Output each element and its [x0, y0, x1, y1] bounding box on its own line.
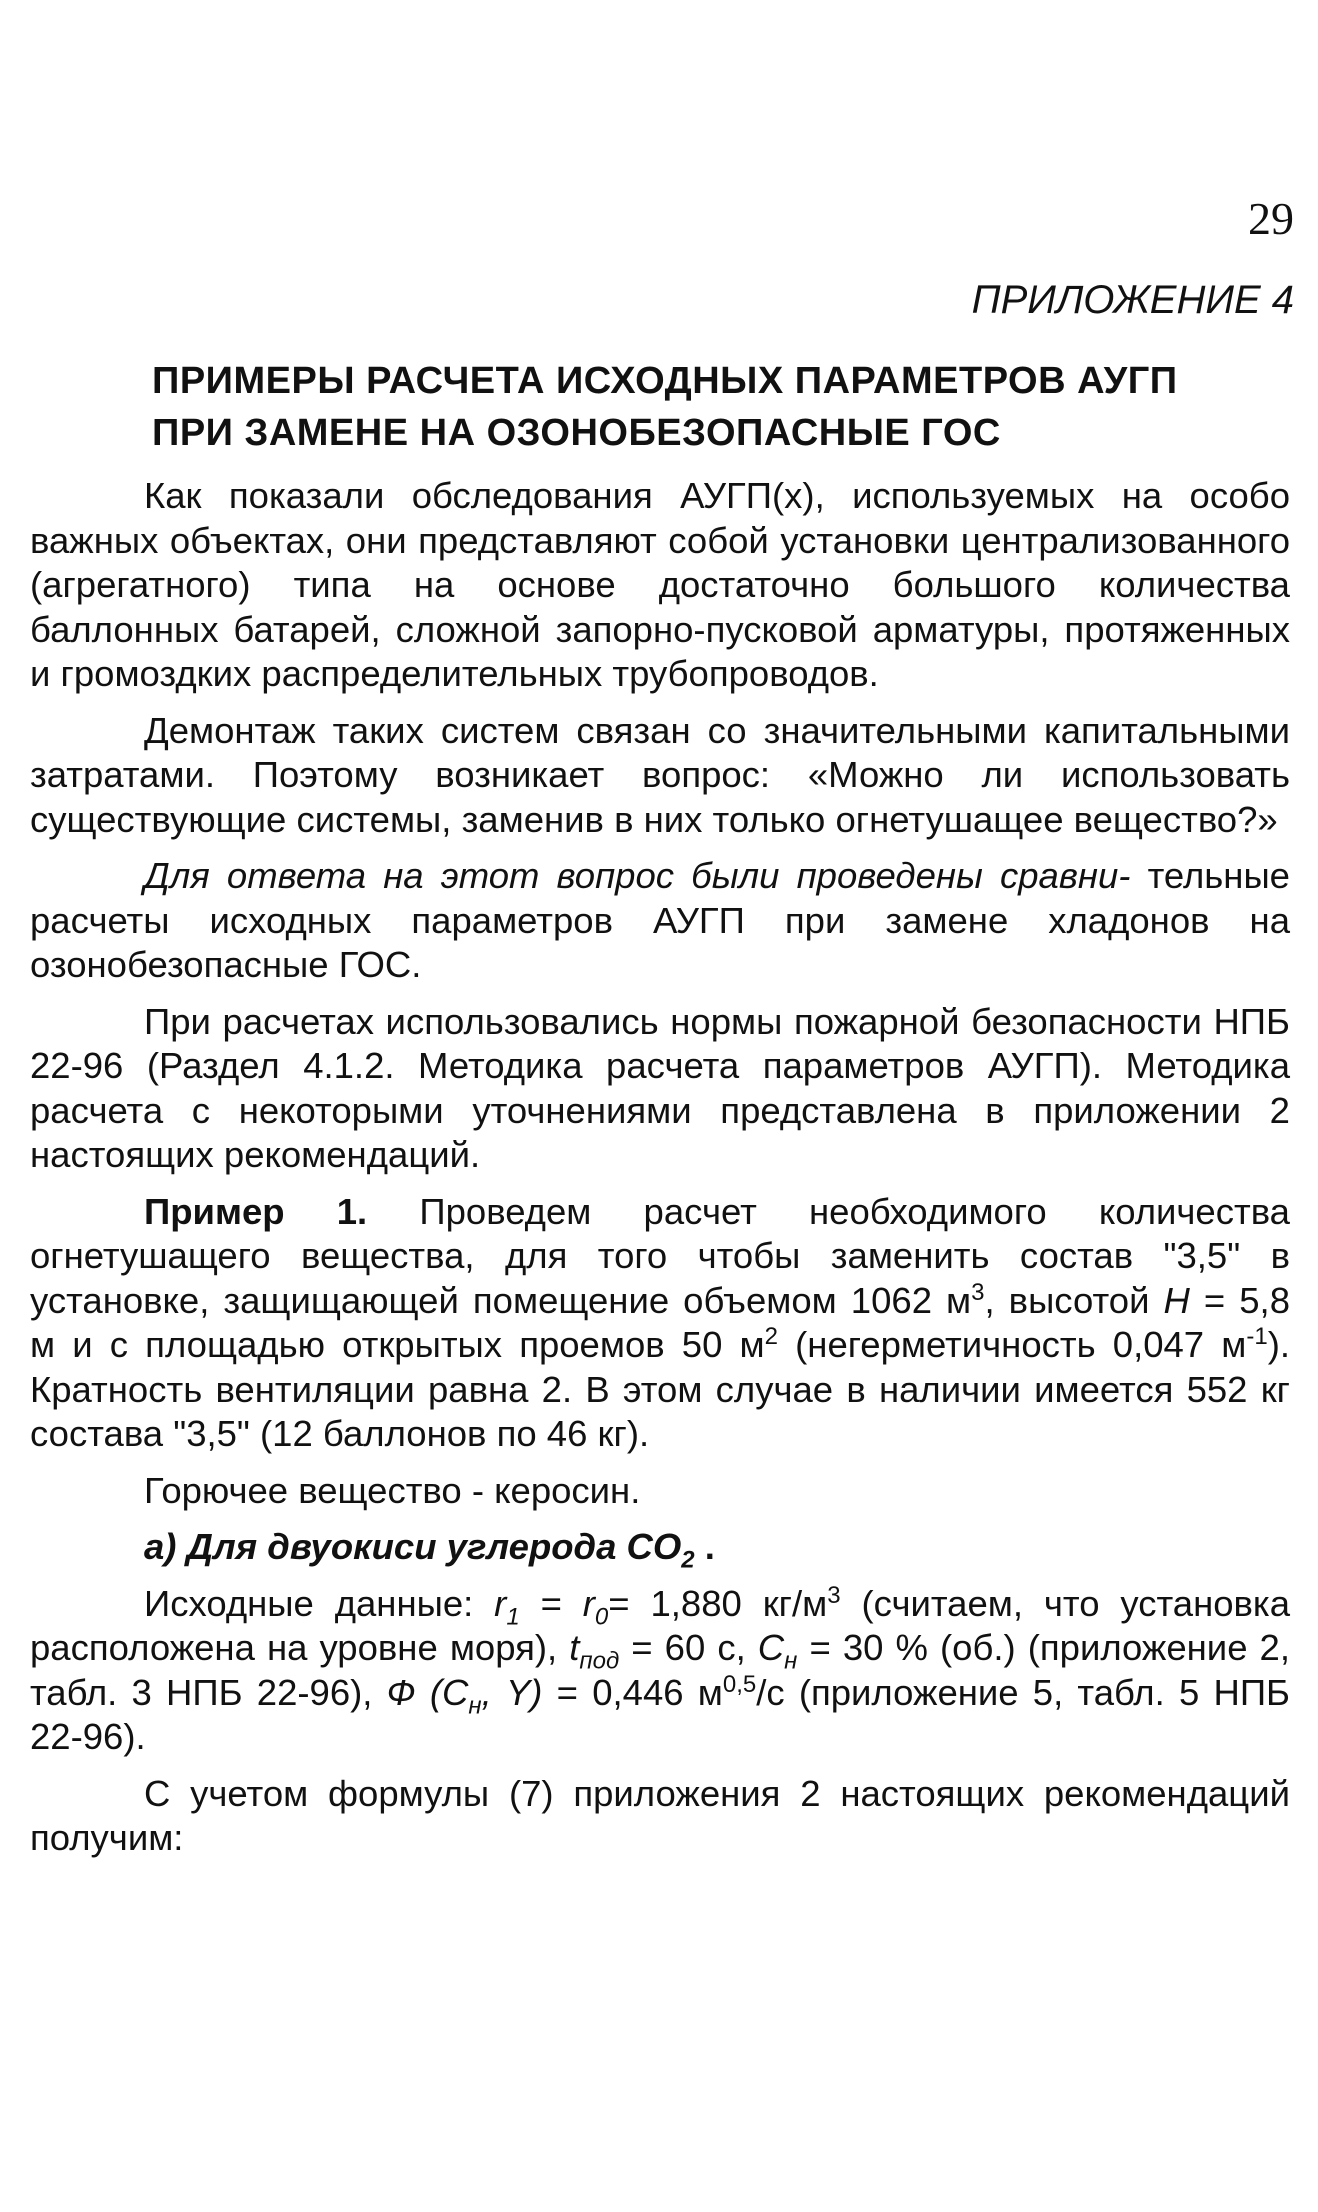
page-number: 29 — [1248, 193, 1294, 244]
title-line-2: ПРИ ЗАМЕНЕ НА ОЗОНОБЕЗОПАСНЫЕ ГОС — [152, 412, 1001, 454]
example-1-label: Пример 1. — [144, 1190, 368, 1232]
paragraph-1: Как показали обследования АУГП(х), используемых на особо важных объектах, они представляют собой установки централизованного (агрегатного) типа на основе достаточно большого количества баллонных батарей, сложной запорно-пусковой арматуры, протяженных и громоздких распределительных трубопроводов. — [30, 475, 1290, 694]
co2-heading — [30, 1525, 1290, 1574]
phi-superscript: 0,5 — [722, 1670, 757, 1698]
paragraph-3-rest: тельные расчеты исходных параметров АУГП при замене хладонов на озонобезопасные ГОС. — [30, 855, 1290, 985]
superscript-minus-1: -1 — [1246, 1322, 1268, 1350]
example-text-e: ). Кратность вентиляции равна 2. В этом случае в наличии имеется 552 кг состава "3,5" (12 баллонов по 46 кг). — [30, 1324, 1290, 1454]
phi-value: = 0,446 м — [542, 1671, 723, 1713]
phi-args: , Y) — [481, 1671, 543, 1713]
example-text-b: , высотой — [984, 1279, 1164, 1321]
fuel-paragraph: Горючее вещество - керосин. — [144, 1469, 641, 1511]
paragraph-4: При расчетах использовались нормы пожарной безопасности НПБ 22-96 (Раздел 4.1.2. Методика расчета параметров АУГП). Методика расчета с некоторыми уточнениями представлена в приложении 2 настоящих рекомендаций. — [30, 1000, 1290, 1175]
r1-symbol: r — [494, 1582, 507, 1624]
input-data-paragraph — [30, 1582, 1290, 1760]
co2-subscript: 2 — [681, 1546, 695, 1574]
c-symbol: С — [757, 1627, 785, 1668]
density-superscript: 3 — [827, 1581, 841, 1609]
r0-subscript: 0 — [594, 1602, 609, 1630]
superscript-2: 2 — [764, 1322, 778, 1350]
paragraph-2: Демонтаж таких систем связан со значительными капитальными затратами. Поэтому возникает вопрос: «Можно ли использовать существующие системы, заменив в них только огнетушащее вещество?» — [30, 709, 1290, 840]
co2-heading-end: . — [694, 1526, 715, 1567]
body-text — [30, 474, 1290, 1873]
paragraph-3-italic: Для ответа на этот вопрос были проведены сравни- — [144, 855, 1131, 896]
density-value: = 1,880 кг/м — [608, 1582, 828, 1624]
t-subscript: под — [579, 1647, 620, 1675]
final-paragraph: С учетом формулы (7) приложения 2 настоящих рекомендаций получим: — [30, 1772, 1290, 1858]
t-symbol: t — [569, 1627, 580, 1668]
height-symbol: Н — [1163, 1279, 1190, 1321]
phi-symbol: Ф (С — [386, 1671, 469, 1713]
page-title — [152, 355, 1282, 459]
superscript-3: 3 — [971, 1278, 985, 1306]
co2-heading-text: а) Для двуокиси углерода СО — [144, 1526, 682, 1567]
phi-subscript: н — [468, 1691, 482, 1719]
time-value: = 60 с, — [619, 1627, 758, 1668]
r0-symbol: r — [582, 1582, 595, 1624]
concentration-value: = 30 % (об.) (приложение 2, табл. 3 НПБ 22-96), — [30, 1627, 1291, 1713]
example-1-paragraph — [30, 1190, 1290, 1457]
example-text-a: Проведем расчет необходимого количества огнетушащего вещества, для того чтобы заменить состав "3,5" в установке, защищающей помещение объемом 1062 м — [30, 1190, 1290, 1321]
input-data-label: Исходные данные: — [144, 1582, 495, 1624]
equals-sign: = — [519, 1582, 583, 1624]
paragraph-3 — [30, 854, 1290, 988]
example-text-d: (негерметичность 0,047 м — [778, 1324, 1247, 1365]
title-line-1: ПРИМЕРЫ РАСЧЕТА ИСХОДНЫХ ПАРАМЕТРОВ АУГП — [152, 360, 1178, 402]
example-text-c: = 5,8 м и с площадью открытых проемов 50 м — [30, 1279, 1290, 1365]
c-subscript: н — [784, 1647, 798, 1675]
sea-level-text: (считаем, что установка расположена на уровне моря), — [30, 1582, 1290, 1668]
r1-subscript: 1 — [506, 1602, 520, 1630]
appendix-label: ПРИЛОЖЕНИЕ 4 — [971, 278, 1294, 322]
phi-source: /с (приложение 5, табл. 5 НПБ 22-96). — [30, 1671, 1291, 1757]
